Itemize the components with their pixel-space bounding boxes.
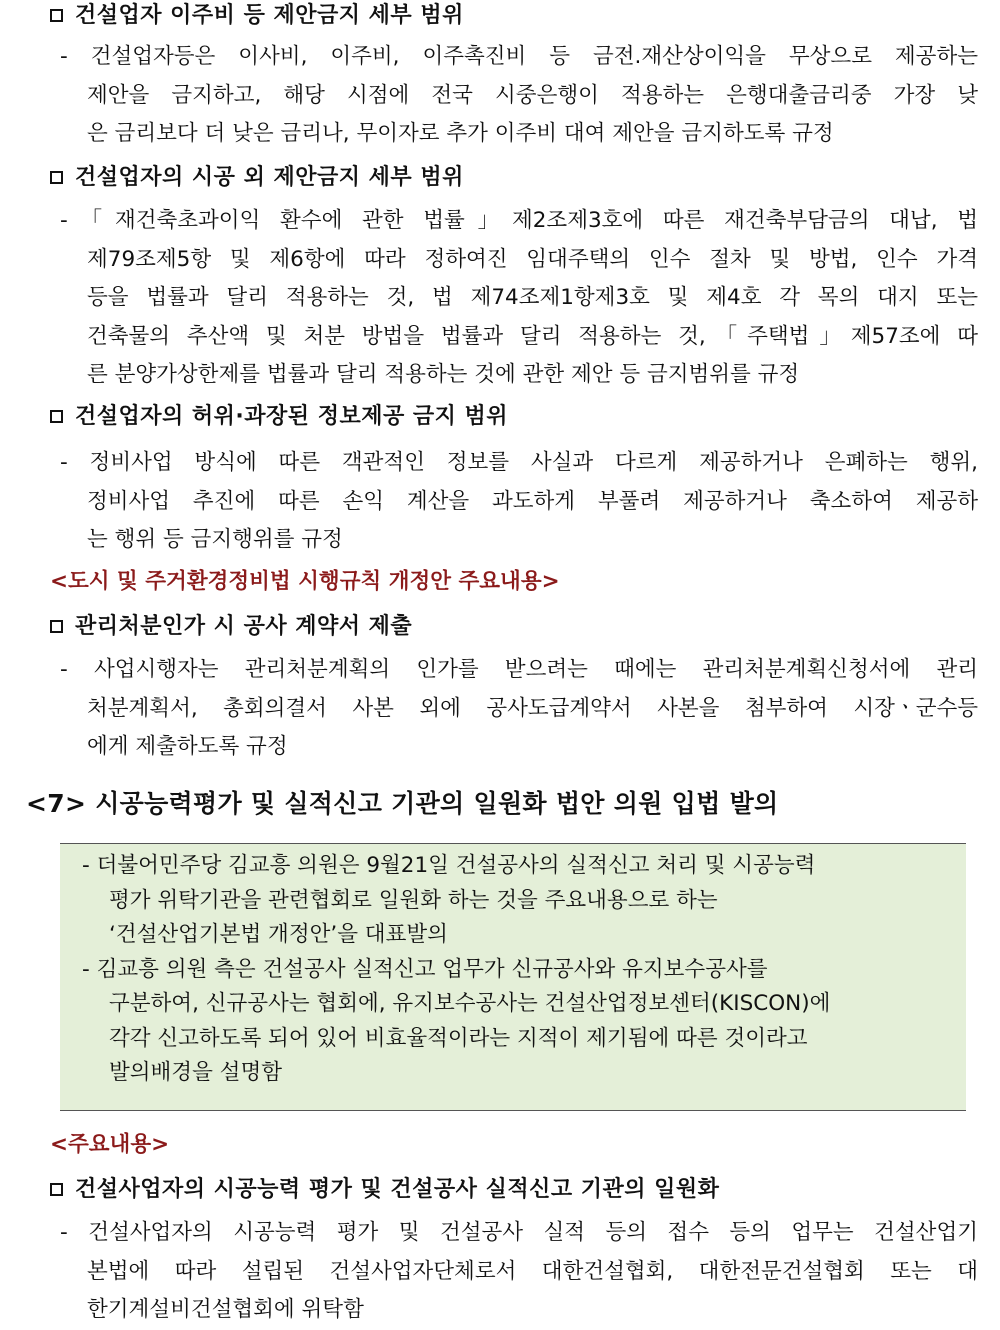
section-body — [60, 202, 978, 395]
section-body — [60, 651, 978, 767]
subtitle-heading: <주요내용> — [50, 1132, 170, 1157]
summary-line: 각각 신고하도록 되어 있어 비효율적이라는 지적이 제기됨에 따른 것이라고 — [109, 1025, 808, 1051]
summary-text — [82, 849, 942, 1091]
checkbox-bullet-icon — [50, 9, 63, 22]
body-line: - 사업시행자는 관리처분계획의 인가를 받으려는 때에는 관리처분계획신청서에 관리 — [60, 657, 978, 682]
summary-line: 평가 위탁기관을 관련협회로 일원화 하는 것을 주요내용으로 하는 — [109, 887, 718, 913]
body-line: 정비사업 추진에 따른 손익 계산을 과도하게 부풀려 제공하거나 축소하여 제공하 — [87, 488, 978, 514]
summary-line: 발의배경을 설명함 — [109, 1060, 282, 1085]
body-line: 는 행위 등 금지행위를 규정 — [87, 527, 343, 552]
checkbox-bullet-icon — [50, 410, 63, 423]
body-line: 제안을 금지하고, 해당 시점에 전국 시중은행이 적용하는 은행대출금리중 가장 낮 — [87, 82, 978, 108]
article-title: <7> 시공능력평가 및 실적신고 기관의 일원화 법안 의원 입법 발의 — [26, 789, 779, 818]
body-line: 건축물의 추산액 및 처분 방법을 법률과 달리 적용하는 것,「주택법」제57조에 따 — [87, 323, 978, 349]
body-line: 른 분양가상한제를 법률과 달리 적용하는 것에 관한 제안 등 금지범위를 규정 — [87, 362, 800, 387]
body-line: 제79조제5항 및 제6항에 따라 정하여진 임대주택의 인수 절차 및 방법, 인수 가격 — [87, 246, 978, 272]
body-line: 등을 법률과 달리 적용하는 것, 법 제74조제1항제3호 및 제4호 각 목의 대지 또는 — [87, 285, 978, 310]
section-body — [60, 444, 978, 560]
section-heading: 건설업자의 시공 외 제안금지 세부 범위 — [50, 164, 464, 192]
body-line: 본법에 따라 설립된 건설사업자단체로서 대한건설협회, 대한전문건설협회 또는 대 — [87, 1258, 978, 1284]
section-heading: 관리처분인가 시 공사 계약서 제출 — [50, 613, 412, 641]
summary-line: ‘건설산업기본법 개정안’을 대표발의 — [109, 922, 448, 947]
summary-line: - 더불어민주당 김교흥 의원은 9월21일 건설공사의 실적신고 처리 및 시공능력 — [82, 853, 816, 878]
body-line: - 건설사업자의 시공능력 평가 및 건설공사 실적 등의 접수 등의 업무는 건설산업기 — [60, 1220, 978, 1245]
body-line: - 정비사업 방식에 따른 객관적인 정보를 사실과 다르게 제공하거나 은폐하는 행위, — [60, 450, 978, 475]
checkbox-bullet-icon — [50, 171, 63, 184]
body-line: 한기계설비건설협회에 위탁함 — [87, 1297, 364, 1322]
section-body — [60, 1214, 978, 1330]
section-body — [60, 38, 978, 154]
body-line: - 건설업자등은 이사비, 이주비, 이주촉진비 등 금전.재산상이익을 무상으로 제공하는 — [60, 44, 978, 69]
section-heading: 건설사업자의 시공능력 평가 및 건설공사 실적신고 기관의 일원화 — [50, 1176, 719, 1204]
section-heading: 건설업자의 허위·과장된 정보제공 금지 범위 — [50, 403, 508, 431]
body-line: -「재건축초과이익 환수에 관한 법률」제2조제3호에 따른 재건축부담금의 대납, 법 — [60, 208, 978, 233]
checkbox-bullet-icon — [50, 620, 63, 633]
section-heading: 건설업자 이주비 등 제안금지 세부 범위 — [50, 2, 464, 30]
checkbox-bullet-icon — [50, 1183, 63, 1196]
summary-line: 구분하여, 신규공사는 협회에, 유지보수공사는 건설산업정보센터(KISCON)에 — [109, 991, 831, 1016]
body-line: 은 금리보다 더 낮은 금리나, 무이자로 추가 이주비 대여 제안을 금지하도록 규정 — [87, 121, 834, 146]
body-line: 처분계획서, 총회의결서 사본 외에 공사도급계약서 사본을 첨부하여 시장ㆍ군수등 — [87, 695, 978, 721]
summary-line: - 김교흥 의원 측은 건설공사 실적신고 업무가 신규공사와 유지보수공사를 — [82, 956, 768, 982]
body-line: 에게 제출하도록 규정 — [87, 734, 288, 759]
subtitle-heading: <도시 및 주거환경정비법 시행규칙 개정안 주요내용> — [50, 569, 560, 594]
